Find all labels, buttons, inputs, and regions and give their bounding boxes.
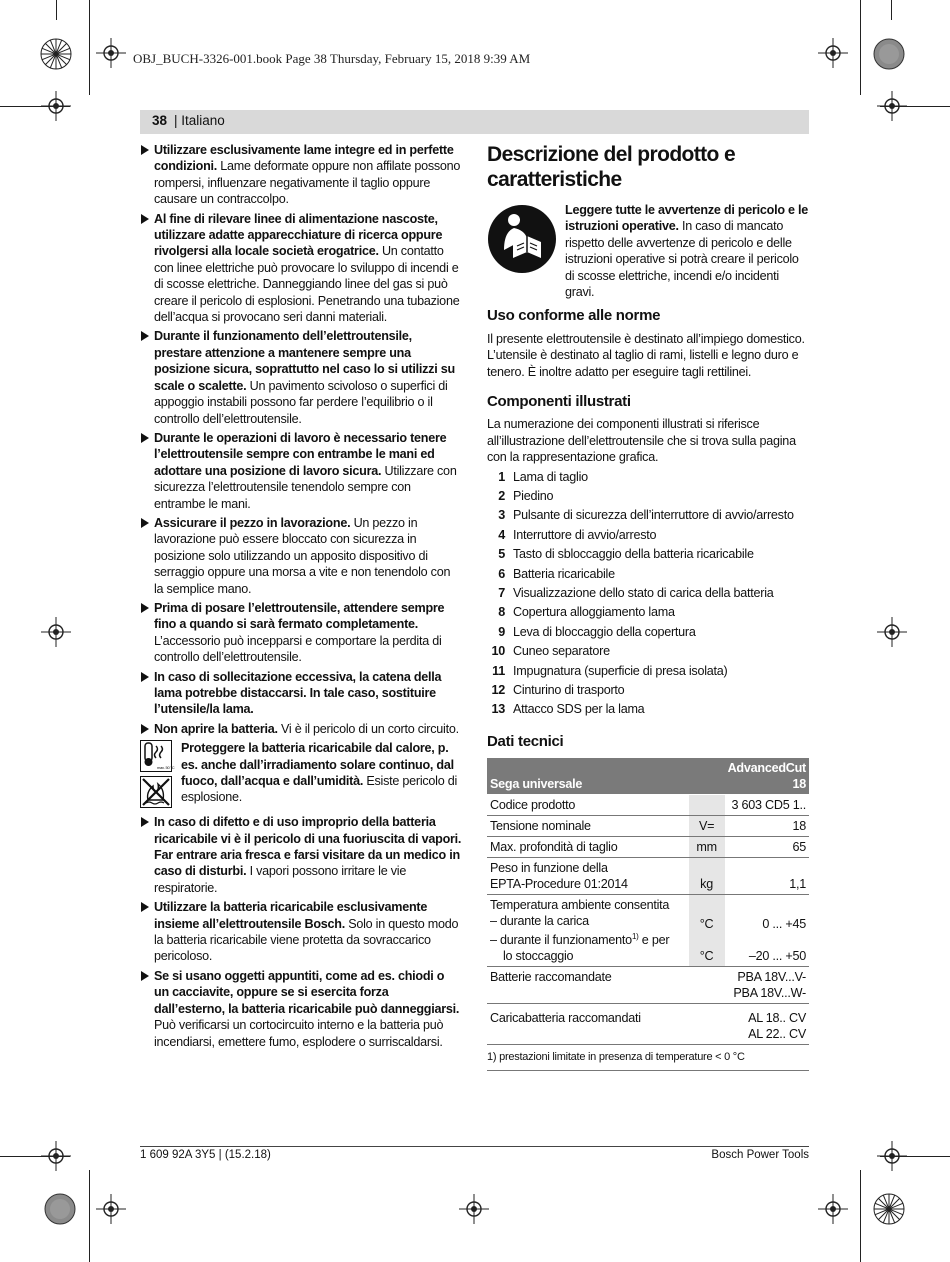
row-label: Batterie raccomandate [487, 967, 689, 1004]
bullet-bold-text: Utilizzare esclusivamente lame integre ed in perfette condizioni. [154, 143, 454, 174]
bullet-triangle-icon [141, 902, 149, 912]
gray-target-icon [873, 38, 905, 70]
component-label: Piedino [513, 489, 554, 504]
temp-sub-operation-tail: e per [638, 933, 670, 948]
bullet-item [140, 600, 462, 666]
starburst-target-icon [873, 1193, 905, 1225]
bullet-item [140, 814, 462, 896]
bullet-bold-text: Non aprire la batteria. [154, 721, 278, 736]
read-instructions-warning [487, 202, 809, 300]
component-item [487, 487, 809, 506]
component-label: Tasto di sbloccaggio della batteria ricaricabile [513, 547, 754, 562]
bullet-triangle-icon [141, 603, 149, 613]
page-number: 38 [152, 113, 168, 128]
row-unit [689, 795, 725, 816]
component-item [487, 681, 809, 700]
row-label [487, 858, 689, 895]
temp-unit-2: °C [699, 949, 714, 964]
component-label: Cuneo separatore [513, 644, 610, 659]
weight-label-line2: EPTA-Procedure 01:2014 [490, 877, 628, 892]
table-head-value: AdvancedCut 18 [725, 758, 809, 795]
bullet-triangle-icon [141, 331, 149, 341]
charger-value-1: AL 18.. CV [748, 1011, 806, 1026]
row-value: 65 [725, 837, 809, 858]
row-value: 18 [725, 816, 809, 837]
table-row [487, 967, 809, 1004]
bullet-item [140, 328, 462, 426]
row-value [725, 895, 809, 967]
footer-doc-code: 1 609 92A 3Y5 | (15.2.18) [140, 1149, 271, 1161]
running-header [140, 110, 809, 134]
heat-icon-label: max. 50 °C [157, 765, 175, 771]
component-item [487, 603, 809, 622]
bullet-item [140, 669, 462, 718]
bullet-item [140, 899, 462, 965]
temp-label: Temperatura ambiente consentita [490, 898, 670, 913]
component-item [487, 565, 809, 584]
tech-data-heading: Dati tecnici [487, 732, 564, 750]
bullet-text: Solo in questo modo la batteria ricaricabile viene protetta da sovraccarico pericoloso. [154, 916, 459, 964]
registration-mark-icon [877, 91, 907, 121]
footer-rule [140, 1146, 809, 1147]
registration-mark-icon [877, 1141, 907, 1171]
bullet-text: Può verificarsi un cortocircuito interno e la batteria può incendiarsi, emettere fumo, esplodere o surriscaldarsi. [154, 1018, 444, 1049]
battery-warning-text: Esiste pericolo di esplosione. [181, 774, 458, 805]
bullet-text: L’accessorio può incepparsi e comportare la perdita di controllo dell’elettroutensile. [154, 633, 442, 665]
components-heading: Componenti illustrati [487, 393, 631, 411]
table-row [487, 1004, 809, 1045]
right-column [487, 142, 809, 1071]
left-column [140, 142, 462, 1053]
page-language: | Italiano [174, 113, 225, 128]
table-row [487, 837, 809, 858]
heat-warning-icon [140, 740, 175, 772]
component-number: 3 [498, 508, 505, 523]
component-number: 1 [498, 469, 505, 484]
component-number: 13 [491, 702, 505, 717]
component-label: Lama di taglio [513, 469, 588, 484]
bullet-item [140, 211, 462, 326]
temp-value-1: 0 ... +45 [762, 917, 806, 932]
row-value [689, 1004, 809, 1045]
registration-mark-icon [96, 1194, 126, 1224]
component-number: 6 [498, 566, 505, 581]
row-unit: V= [689, 816, 725, 837]
components-intro: La numerazione dei componenti illustrati si riferisce all’illustrazione dell’elettroutensile che si trova sulla pagina con la rappresentazione grafica. [487, 417, 796, 465]
row-value: 3 603 CD5 1.. [725, 795, 809, 816]
starburst-target-icon [40, 38, 72, 70]
bullet-triangle-icon [141, 971, 149, 981]
registration-mark-icon [96, 38, 126, 68]
gray-target-icon [44, 1193, 76, 1225]
component-number: 12 [491, 682, 505, 697]
component-item [487, 623, 809, 642]
component-number: 9 [498, 624, 505, 639]
row-value [689, 967, 809, 1004]
battery-heat-warning [140, 740, 462, 810]
component-number: 7 [498, 586, 505, 601]
bullet-triangle-icon [141, 145, 149, 155]
battery-bullets [140, 814, 462, 1050]
row-label: Max. profondità di taglio [487, 837, 689, 858]
bullet-bold-text: Assicurare il pezzo in lavorazione. [154, 515, 351, 530]
bullet-text: Un contatto con linee elettriche può provocare lo sviluppo di incendi e di scosse elettriche. Danneggiando linee del gas si può creare il pericolo di esplosioni. Penetrando una tubazione dell’acqua si provocano seri danni materiali. [154, 244, 460, 325]
bullet-bold-text: In caso di sollecitazione eccessiva, la catena della lama potrebbe distaccarsi. In tale caso, sostituire l’utensile/la lama. [154, 669, 442, 717]
bullet-text: Un pezzo in lavorazione può essere bloccato con sicurezza in posizione solo utilizzando un apposito dispositivo di serraggio oppure una morsa a vite e non tenendolo con la semplice mano. [154, 515, 451, 596]
row-label: Tensione nominale [487, 816, 689, 837]
table-row [487, 858, 809, 895]
battery-value-2: PBA 18V...W- [733, 986, 806, 1001]
temp-sub-operation: – durante il funzionamento [490, 933, 632, 948]
bullet-bold-text: Utilizzare la batteria ricaricabile esclusivamente insieme all’elettroutensile Bosch. [154, 900, 428, 931]
bullet-bold-text: Durante il funzionamento dell’elettroutensile, prestare attenzione a mantenere sempre una posizione sicura, soprattutto nel caso lo si utilizzi su scale o scalette. [154, 329, 455, 393]
component-item [487, 584, 809, 603]
no-fire-water-icon [140, 776, 172, 808]
charger-value-2: AL 22.. CV [748, 1027, 806, 1042]
bullet-bold-text: Al fine di rilevare linee di alimentazione nascoste, utilizzare adatte apparecchiature di ricerca oppure rivolgersi alla locale società erogatrice. [154, 211, 443, 259]
table-head-row [487, 758, 809, 795]
bullet-triangle-icon [141, 518, 149, 528]
component-label: Cinturino di trasporto [513, 682, 625, 697]
component-label: Impugnatura (superficie di presa isolata) [513, 663, 728, 678]
table-head-label: Sega universale [487, 758, 725, 795]
row-label: Codice prodotto [487, 795, 689, 816]
table-footnote: 1) prestazioni limitate in presenza di temperature < 0 °C [487, 1045, 809, 1070]
read-manual-icon [487, 204, 557, 274]
footnote-ref: 1) [631, 932, 639, 942]
component-label: Leva di bloccaggio della copertura [513, 624, 696, 639]
row-label [487, 895, 689, 967]
bullet-bold-text: Prima di posare l’elettroutensile, attendere sempre fino a quando si sarà fermato completamente. [154, 600, 445, 632]
intended-use-text: Il presente elettroutensile è destinato all’impiego domestico. L’utensile è destinato al taglio di rami, listelli e legno duro e tenero. È inoltre adatto per eseguire tagli rettilinei. [487, 331, 805, 379]
bullet-text: I vapori possono irritare le vie respiratorie. [154, 864, 407, 895]
component-item [487, 506, 809, 525]
temp-unit-1: °C [699, 917, 714, 932]
row-value: 1,1 [725, 858, 809, 895]
bullet-triangle-icon [141, 433, 149, 443]
registration-mark-icon [41, 617, 71, 647]
temp-value-2: –20 ... +50 [748, 949, 806, 964]
component-item [487, 642, 809, 661]
bullet-item [140, 968, 462, 1050]
component-number: 10 [491, 644, 505, 659]
registration-mark-icon [877, 617, 907, 647]
bullet-bold-text: Se si usano oggetti appuntiti, come ad es. chiodi o un cacciavite, oppure se si esercita forza dall’esterno, la batteria ricaricabile può danneggiarsi. [154, 968, 460, 1016]
temp-sub-charging: – durante la carica [490, 914, 589, 929]
bullet-text: Vi è il pericolo di un corto circuito. [277, 721, 459, 736]
battery-value-1: PBA 18V...V- [737, 970, 806, 985]
bullet-item [140, 142, 462, 208]
component-label: Batteria ricaricabile [513, 566, 615, 581]
bullet-triangle-icon [141, 672, 149, 682]
component-number: 5 [498, 547, 505, 562]
book-file-header: OBJ_BUCH-3326-001.book Page 38 Thursday, February 15, 2018 9:39 AM [133, 51, 531, 66]
registration-mark-icon [818, 1194, 848, 1224]
bullet-bold-text: Durante le operazioni di lavoro è necessario tenere l’elettroutensile sempre con entrambe le mani ed adottare una posizione di lavoro sicura. [154, 430, 447, 478]
component-number: 2 [498, 489, 505, 504]
components-list [487, 468, 809, 720]
bullet-triangle-icon [141, 724, 149, 734]
row-unit: mm [689, 837, 725, 858]
temp-sub-storage: lo stoccaggio [503, 949, 574, 964]
registration-mark-icon [41, 91, 71, 121]
bullet-item [140, 430, 462, 512]
component-number: 11 [492, 663, 505, 678]
component-label: Copertura alloggiamento lama [513, 605, 675, 620]
bullet-triangle-icon [141, 817, 149, 827]
row-unit: kg [689, 858, 725, 895]
registration-mark-icon [459, 1194, 489, 1224]
component-number: 8 [498, 605, 505, 620]
row-label: Caricabatteria raccomandati [487, 1004, 689, 1045]
component-item [487, 468, 809, 487]
read-warning-text: In caso di mancato rispetto delle avvertenze di pericolo e delle istruzioni operative si potrà creare il pericolo di scosse elettriche, incendi e/o incidenti gravi. [565, 219, 799, 300]
component-item [487, 545, 809, 564]
component-label: Visualizzazione dello stato di carica della batteria [513, 586, 774, 601]
language-label: Italiano [181, 113, 225, 128]
row-unit [689, 895, 725, 967]
component-label: Interruttore di avvio/arresto [513, 527, 657, 542]
table-row [487, 895, 809, 967]
weight-label-line1: Peso in funzione della [490, 861, 608, 876]
bullet-text: Utilizzare con sicurezza l’elettroutensile tenendolo sempre con entrambe le mani. [154, 463, 457, 511]
bullet-bold-text: In caso di difetto e di uso improprio della batteria ricaricabile vi è il pericolo di una fuoriuscita di vapori. Far entrare aria fresca e farsi visitare da un medico in caso di disturbi. [154, 815, 462, 879]
battery-warning-bold: Proteggere la batteria ricaricabile dal calore, p. es. anche dall’irradiamento solare continuo, dal fuoco, dall’acqua e dall’umidità. [181, 741, 454, 789]
component-item [487, 526, 809, 545]
registration-mark-icon [818, 38, 848, 68]
component-label: Pulsante di sicurezza dell’interruttore di avvio/arresto [513, 508, 794, 523]
tech-data-table [487, 758, 809, 1045]
footer-brand: Bosch Power Tools [711, 1149, 809, 1161]
safety-bullets [140, 142, 462, 737]
bullet-item [140, 515, 462, 597]
section-title: Descrizione del prodotto e caratteristiche [487, 143, 736, 191]
component-item [487, 700, 809, 719]
bullet-item [140, 721, 462, 737]
component-label: Attacco SDS per la lama [513, 702, 645, 717]
bullet-text: Un pavimento scivoloso o superfici di appoggio instabili possono far perdere l’equilibrio o il controllo dell’elettroutensile. [154, 378, 448, 426]
component-number: 4 [498, 527, 505, 542]
intended-use-heading: Uso conforme alle norme [487, 307, 661, 325]
bullet-triangle-icon [141, 214, 149, 224]
bullet-text: Lame deformate oppure non affilate possono rompersi, influenzare negativamente il taglio oppure causare un contraccolpo. [154, 159, 461, 207]
registration-mark-icon [41, 1141, 71, 1171]
table-row [487, 816, 809, 837]
read-warning-bold: Leggere tutte le avvertenze di pericolo e le istruzioni operative. [565, 203, 809, 234]
table-row [487, 795, 809, 816]
component-item [487, 662, 809, 681]
